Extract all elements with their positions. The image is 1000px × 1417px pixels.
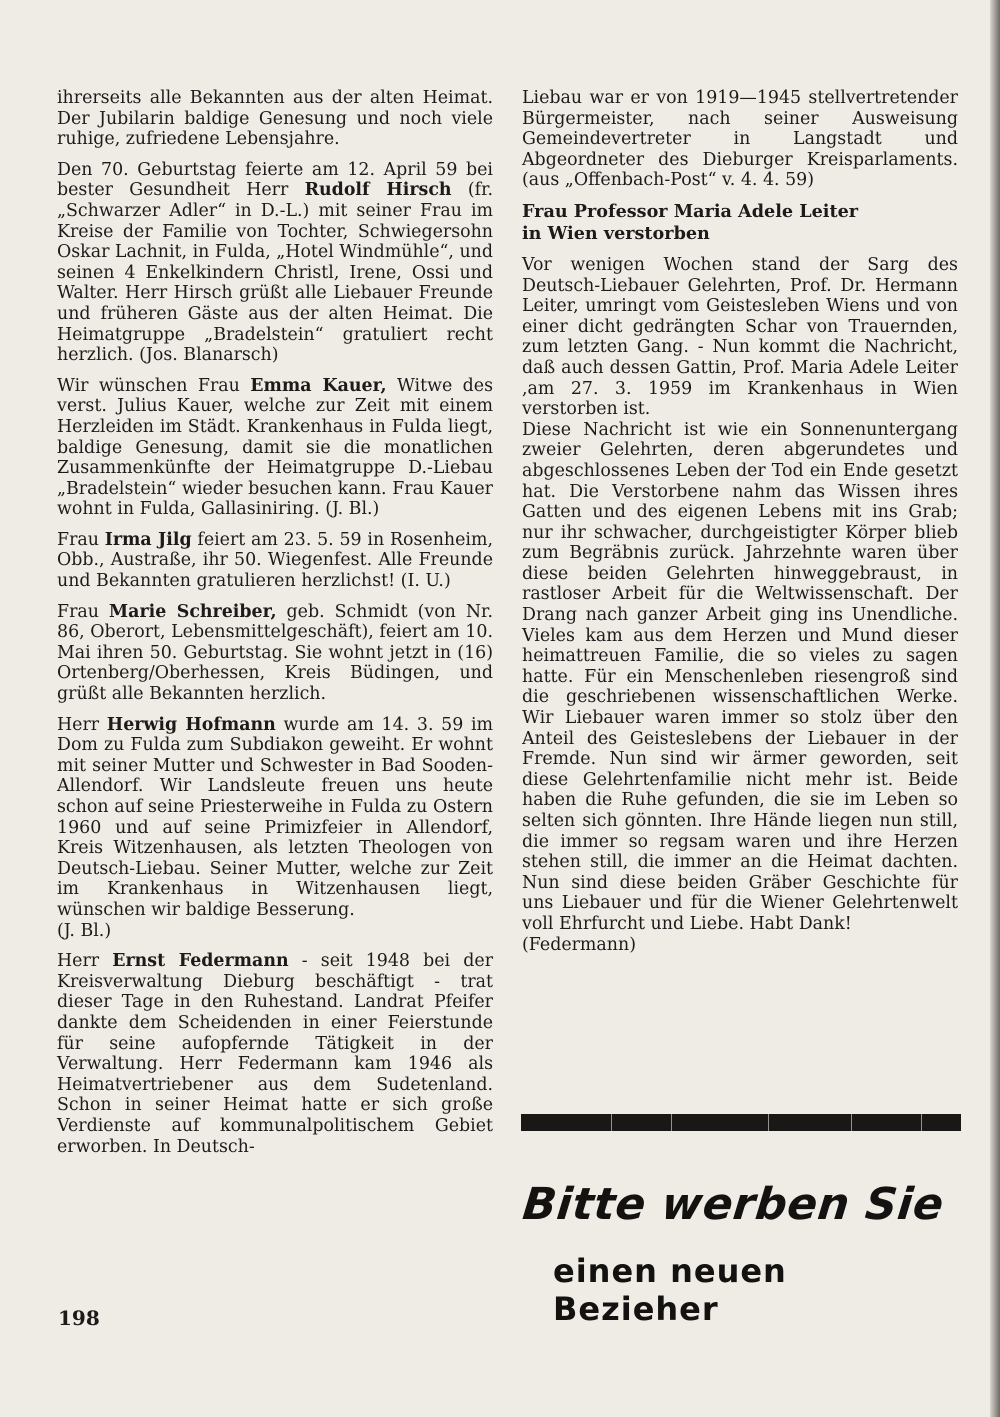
notice-rudolf-hirsch (57, 160, 493, 366)
article-heading (522, 201, 958, 245)
notice-emma-kauer (57, 376, 493, 520)
notice-irma-jilg (57, 530, 493, 592)
person-name: Herwig Hofmann (106, 714, 276, 735)
black-rule-bar (521, 1114, 961, 1131)
notice-herwig-hofmann (57, 715, 493, 921)
left-column (57, 88, 493, 1167)
notice-text: Den 70. Geburtstag feierte am 12. April 59 bei bester Gesundheit Herr (57, 159, 493, 201)
advertisement-box (521, 1114, 961, 1328)
person-name: Ernst Federmann (112, 951, 289, 972)
person-name: Marie Schreiber, (108, 601, 277, 622)
notice-marie-schreiber (57, 602, 493, 705)
article-heading-line: in Wien verstorben (522, 222, 710, 244)
notice-text: geb. Schmidt (von Nr. 86, Oberort, Lebensmittelgeschäft), feiert am 10. Mai ihren 50. Geburtstag. Sie wohnt jetzt in (16) Ortenberg/Oberhessen, Kreis Büdingen, und grüßt alle Bekannten herzlich. (57, 601, 493, 705)
page-edge-shadow (990, 0, 1000, 1417)
notice-text: Frau (57, 601, 109, 622)
notice-initials: (J. Bl.) (57, 920, 112, 941)
right-column (522, 88, 958, 965)
notice-text: Herr (57, 951, 113, 972)
notice-text: Frau (57, 529, 105, 550)
notice-text: wurde am 14. 3. 59 im Dom zu Fulda zum Subdiakon geweiht. Er wohnt mit seiner Mutter und Schwester in Bad Sooden-Allendorf. Wir Landsleute freuen uns heute schon auf seine Priesterweihe in Fulda zu Ostern 1960 und auf seine Primizfeier in Allendorf, Kreis Witzenhausen, als letzten Theologen von Deutsch-Liebau. Seiner Mutter, welche zur Zeit im Krankenhaus in Witzenhausen liegt, wünschen wir baldige Besserung. (57, 714, 494, 920)
article-paragraph: Vor wenigen Wochen stand der Sarg des Deutsch-Liebauer Gelehrten, Prof. Dr. Hermann Leiter, umringt vom Geistesleben Wiens und von einer dicht gedrängten Schar von Trauernden, zum letzten Gang. - Nun kommt die Nachricht, daß auch dessen Gattin, Prof. Maria Adele Leiter ,am 27. 3. 1959 im Krankenhaus in Wien verstorben ist. (522, 254, 958, 420)
article-signature: (Federmann) (522, 934, 636, 955)
ad-script-headline: Bitte werben Sie (520, 1179, 947, 1230)
notice-text: feiert am 23. 5. 59 in Rosenheim, Obb., Austraße, ihr 50. Wiegenfest. Alle Freunde und Bekannten gratulieren herzlichst! (I. U.) (57, 529, 493, 592)
article-paragraph: Diese Nachricht ist wie ein Sonnenuntergang zweier Gelehrten, deren abgerundetes und abgeschlossenes Leben der Tod ein Ende gesetzt hat. Die Verstorbene nahm das Wissen ihres Gatten und des eigenen Lebens mit ins Grab; nur ihr schwacher, durchgeistigter Körper blieb zum Begräbnis zurück. Jahrzehnte waren über diese beiden Gelehrten hinweggebraust, in rastloser Arbeit für die Weltwissenschaft. Der Drang nach ganzer Arbeit ging ins Unendliche. Vieles kam aus dem Herzen und Mund dieser heimattreuen Familie, die so vieles zu sagen hatte. Für ein Menschenleben riesengroß sind die geschriebenen wissenschaftlichen Werke. Wir Liebauer waren immer so stolz über den Anteil des Geisteslebens der Liebauer in der Fremde. Nun sind wir ärmer geworden, seit diese Gelehrtenfamilie nicht mehr ist. Beide haben die Ruhe gefunden, die sie im Leben so selten sich gönnten. Ihre Hände liegen nun still, die immer so regsam waren und ihre Herzen stehen still, die immer an die Heimat dachten. Nun sind diese beiden Gräber Geschichte für uns Liebauer und für die Wiener Gelehrtenwelt voll Ehrfurcht und Liebe. Habt Dank! (522, 419, 958, 934)
notice-text: (fr. „Schwarzer Adler“ in D.-L.) mit seiner Frau im Kreise der Familie von Tochter, Schwiegersohn Oskar Lachnit, in Fulda, „Hotel Windmühle“, und seinen 4 Enkelkindern Christl, Irene, Ossi und Walter. Herr Hirsch grüßt alle Liebauer Freunde und früheren Gäste aus der alten Heimat. Die Heimatgruppe „Bradelstein“ gratuliert recht herzlich. (Jos. Blanarsch) (57, 180, 493, 366)
person-name: Irma Jilg (104, 529, 192, 550)
ad-tagline: einen neuen Bezieher (553, 1252, 787, 1328)
person-name: Rudolf Hirsch (304, 180, 452, 201)
article-heading-line: Frau Professor Maria Adele Leiter (522, 200, 859, 222)
person-name: Emma Kauer, (250, 375, 387, 396)
notice-ernst-federmann (57, 951, 493, 1157)
paragraph-continuation: Liebau war er von 1919—1945 stellvertretender Bürgermeister, nach seiner Ausweisung Gemeindevertreter in Langstadt und Abgeordneter des Dieburger Kreisparlaments. (aus „Offenbach-Post“ v. 4. 4. 59) (522, 88, 958, 191)
notice-text: Herr (57, 714, 107, 735)
page-number: 198 (58, 1306, 100, 1330)
notice-text: Witwe des verst. Julius Kauer, welche zur Zeit mit einem Herzleiden im Städt. Krankenhaus in Fulda liegt, baldige Genesung, damit sie die monatlichen Zusammenkünfte der Heimatgruppe D.-Liebau „Bradelstein“ wieder besuchen kann. Frau Kauer wohnt in Fulda, Gallasiniring. (J. Bl.) (57, 375, 493, 520)
paragraph-continuation: ihrerseits alle Bekannten aus der alten Heimat. Der Jubilarin baldige Genesung und noch viele ruhige, zufriedene Lebensjahre. (57, 88, 493, 150)
notice-text: Wir wünschen Frau (57, 375, 251, 396)
notice-text: - seit 1948 bei der Kreisverwaltung Dieburg beschäftigt - trat dieser Tage in den Ruhestand. Landrat Pfeifer dankte dem Scheidenden in einer Feierstunde für seine aufopfernde Tätigkeit in der Verwaltung. Herr Federmann kam 1946 als Heimatvertriebener aus dem Sudetenland. Schon in seiner Heimat hatte er sich große Verdienste auf kommunalpolitischem Gebiet erworben. In Deutsch- (57, 951, 494, 1157)
